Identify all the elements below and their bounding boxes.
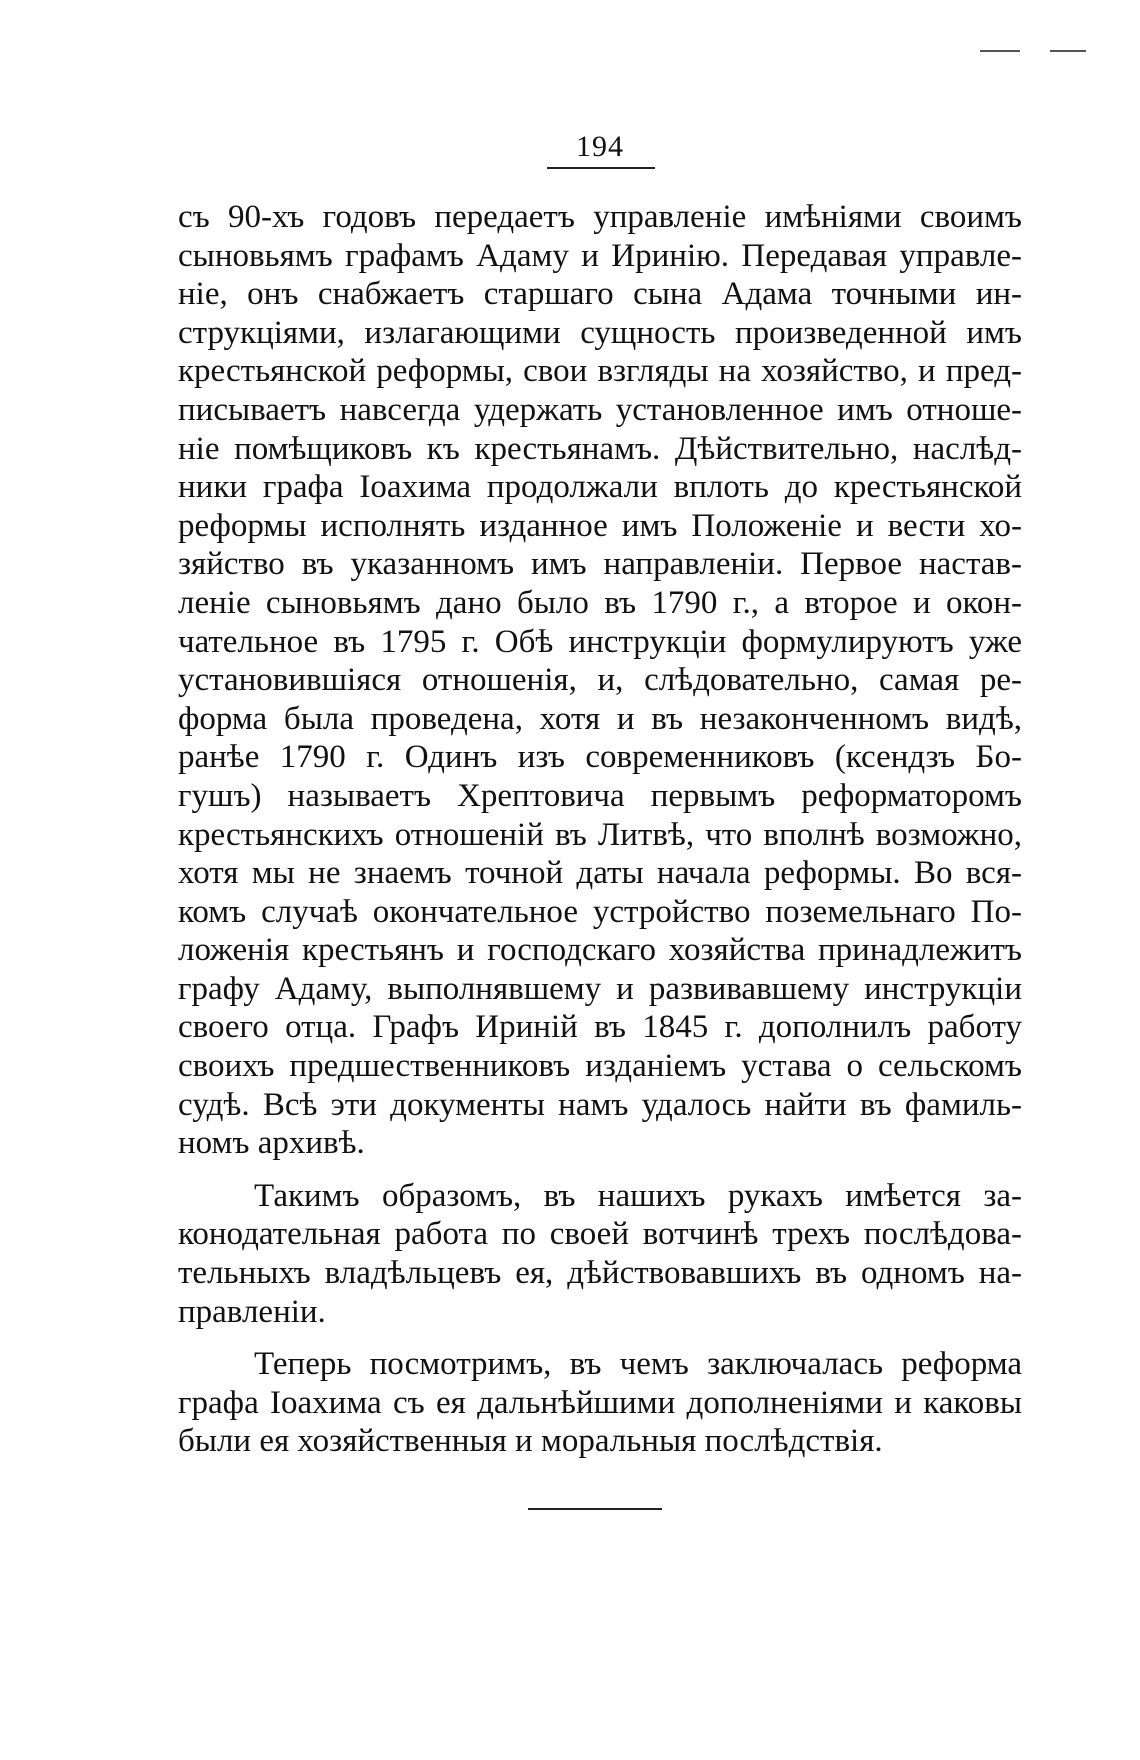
text-line: своего отца. Графъ Ириній въ 1845 г. дополнилъ работу: [178, 1009, 1022, 1046]
text-line: ранѣе 1790 г. Одинъ изъ современниковъ (ксендзъ Бо-: [178, 739, 1022, 776]
text-line: гушъ) называетъ Хрептовича первымъ реформаторомъ: [178, 777, 1022, 814]
text-line: хотя мы не знаемъ точной даты начала реформы. Во вся-: [178, 855, 1022, 892]
text-line: ніе помѣщиковъ къ крестьянамъ. Дѣйствительно, наслѣд-: [178, 430, 1022, 467]
text-line: судѣ. Всѣ эти документы намъ удалось найти въ фамиль-: [178, 1086, 1022, 1123]
body-text: [178, 198, 1022, 1461]
text-line: реформы исполнять изданное имъ Положеніе и вести хо-: [178, 507, 1022, 544]
page-number: 194: [576, 130, 624, 163]
text-line: леніе сыновьямъ дано было въ 1790 г., а второе и окон-: [178, 584, 1022, 621]
text-line: форма была проведена, хотя и въ незаконченномъ видѣ,: [178, 700, 1022, 737]
paragraph-3: [178, 1345, 1022, 1461]
paragraph-2: [178, 1177, 1022, 1331]
page-number-underline: [547, 167, 655, 169]
text-line: писываетъ навсегда удержать установленное имъ отноше-: [178, 391, 1022, 428]
text-line: струкціями, излагающими сущность произведенной имъ: [178, 314, 1022, 351]
text-line: графу Адаму, выполнявшему и развивавшему инструкціи: [178, 970, 1022, 1007]
text-line: Теперь посмотримъ, въ чемъ заключалась реформа: [254, 1346, 1022, 1383]
text-line: своихъ предшественниковъ изданіемъ устава о сельскомъ: [178, 1048, 1022, 1085]
paragraph-1: [178, 198, 1022, 1163]
text-line: номъ архивѣ.: [178, 1125, 365, 1162]
text-line: ніе, онъ снабжаетъ старшаго сына Адама точными ин-: [178, 276, 1022, 313]
paragraph-gap: [178, 1331, 1022, 1345]
text-line: чательное въ 1795 г. Обѣ инструкціи формулируютъ уже: [178, 623, 1022, 660]
end-of-section-rule: [528, 1508, 662, 1510]
text-line: установившіяся отношенія, и, слѣдовательно, самая ре-: [178, 662, 1022, 699]
paragraph-gap: [178, 1163, 1022, 1177]
text-line: ложенія крестьянъ и господскаго хозяйства принадлежитъ: [178, 932, 1022, 969]
text-line: графа Іоахима съ ея дальнѣйшими дополненіями и каковы: [178, 1384, 1022, 1421]
text-line: конодательная работа по своей вотчинѣ трехъ послѣдова-: [178, 1216, 1022, 1253]
text-line: комъ случаѣ окончательное устройство поземельнаго По-: [178, 893, 1022, 930]
text-line: были ея хозяйственныя и моральныя послѣдствія.: [178, 1423, 883, 1460]
text-line: крестьянской реформы, свои взгляды на хозяйство, и пред-: [178, 353, 1022, 390]
text-line: сыновьямъ графамъ Адаму и Иринію. Передавая управле-: [178, 237, 1022, 274]
text-line: крестьянскихъ отношеній въ Литвѣ, что вполнѣ возможно,: [178, 816, 1022, 853]
text-line: ники графа Іоахима продолжали вплоть до крестьянской: [178, 469, 1022, 506]
text-line: Такимъ образомъ, въ нашихъ рукахъ имѣется за-: [254, 1177, 1022, 1214]
corner-mark-right: [1050, 50, 1086, 52]
text-line: съ 90-хъ годовъ передаетъ управленіе имѣніями своимъ: [178, 199, 1022, 235]
corner-mark-left: [980, 50, 1020, 52]
text-line: правленіи.: [178, 1293, 326, 1330]
text-line: зяйство въ указанномъ имъ направленіи. Первое настав-: [178, 546, 1022, 583]
text-line: тельныхъ владѣльцевъ ея, дѣйствовавшихъ въ одномъ на-: [178, 1255, 1022, 1292]
